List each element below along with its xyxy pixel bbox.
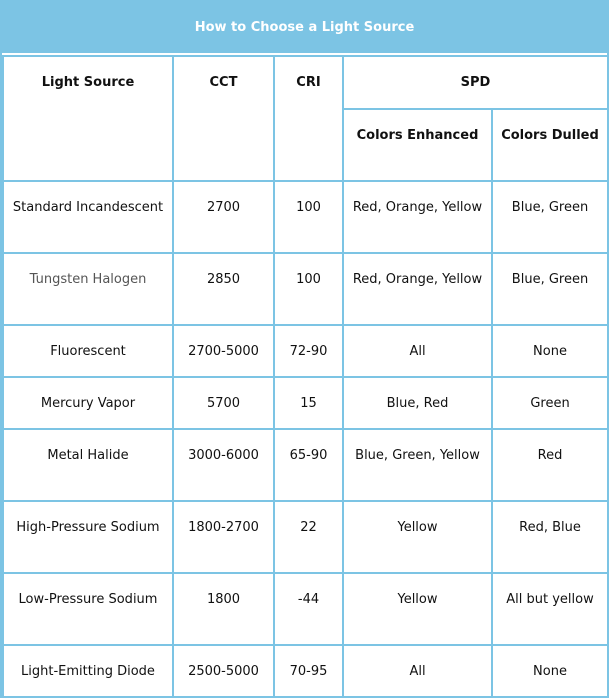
table-row: [3, 501, 608, 573]
table-row: [3, 377, 608, 429]
header-cri: CRI: [274, 56, 343, 181]
cell-enhanced: Red, Orange, Yellow: [343, 253, 492, 325]
cell-source: Metal Halide: [3, 429, 173, 501]
cell-dulled: None: [492, 325, 608, 377]
cell-cri: -44: [274, 573, 343, 645]
table-title: How to Choose a Light Source: [2, 2, 607, 55]
cell-source: Mercury Vapor: [3, 377, 173, 429]
table-row: [3, 429, 608, 501]
cell-dulled: Blue, Green: [492, 181, 608, 253]
cell-enhanced: Yellow: [343, 573, 492, 645]
cell-enhanced: Yellow: [343, 501, 492, 573]
cell-enhanced: Blue, Green, Yellow: [343, 429, 492, 501]
cell-dulled: All but yellow: [492, 573, 608, 645]
cell-dulled: None: [492, 645, 608, 697]
table-row: [3, 181, 608, 253]
cell-dulled: Red: [492, 429, 608, 501]
cell-cct: 1800: [173, 573, 274, 645]
cell-enhanced: All: [343, 645, 492, 697]
cell-cct: 5700: [173, 377, 274, 429]
header-colors-dulled: Colors Dulled: [492, 109, 608, 181]
table-row: [3, 573, 608, 645]
cell-cct: 2850: [173, 253, 274, 325]
header-spd: SPD: [343, 56, 608, 109]
cell-enhanced: Blue, Red: [343, 377, 492, 429]
header-light-source: Light Source: [3, 56, 173, 181]
table-row: [3, 325, 608, 377]
cell-cct: 2700: [173, 181, 274, 253]
cell-cri: 100: [274, 253, 343, 325]
header-cct: CCT: [173, 56, 274, 181]
cell-source: Tungsten Halogen: [3, 253, 173, 325]
cell-dulled: Red, Blue: [492, 501, 608, 573]
light-source-table: [2, 55, 609, 698]
cell-enhanced: All: [343, 325, 492, 377]
cell-dulled: Green: [492, 377, 608, 429]
cell-cri: 65-90: [274, 429, 343, 501]
cell-source: Light-Emitting Diode: [3, 645, 173, 697]
cell-source: Low-Pressure Sodium: [3, 573, 173, 645]
table-row: [3, 253, 608, 325]
cell-cri: 70-95: [274, 645, 343, 697]
header-row-1: [3, 56, 608, 109]
cell-cct: 3000-6000: [173, 429, 274, 501]
cell-source: Standard Incandescent: [3, 181, 173, 253]
header-colors-enhanced: Colors Enhanced: [343, 109, 492, 181]
cell-cri: 100: [274, 181, 343, 253]
cell-cri: 72-90: [274, 325, 343, 377]
cell-cct: 1800-2700: [173, 501, 274, 573]
cell-enhanced: Red, Orange, Yellow: [343, 181, 492, 253]
cell-cri: 15: [274, 377, 343, 429]
cell-cct: 2700-5000: [173, 325, 274, 377]
cell-cri: 22: [274, 501, 343, 573]
cell-dulled: Blue, Green: [492, 253, 608, 325]
cell-source: High-Pressure Sodium: [3, 501, 173, 573]
cell-source: Fluorescent: [3, 325, 173, 377]
table-row: [3, 645, 608, 697]
cell-cct: 2500-5000: [173, 645, 274, 697]
